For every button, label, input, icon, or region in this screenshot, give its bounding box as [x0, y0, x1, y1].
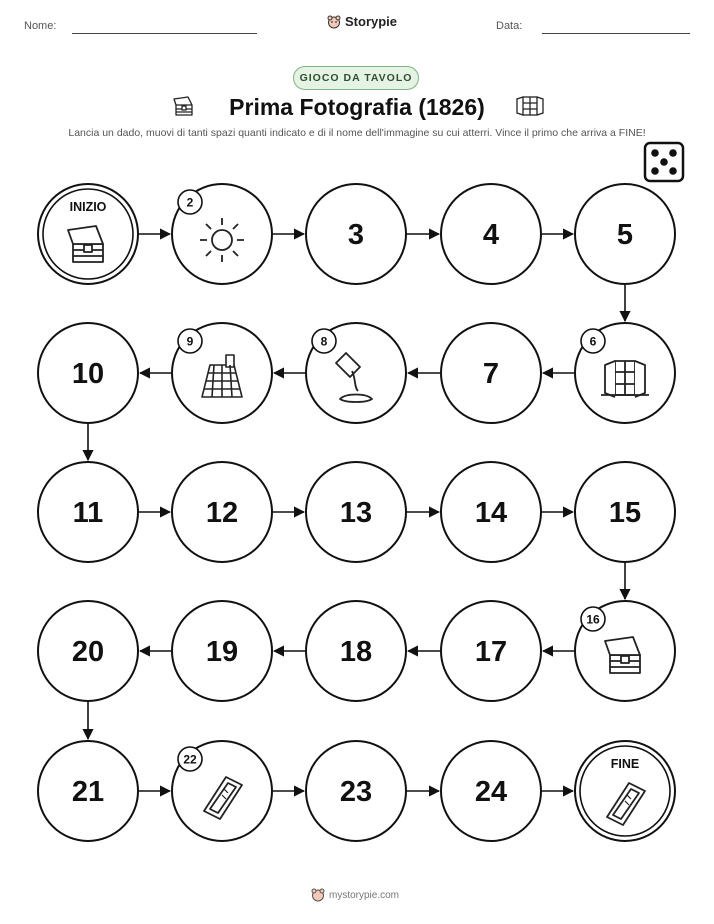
board-cell-15	[575, 462, 675, 562]
cell-number: 16	[586, 612, 600, 627]
board-cell-4	[441, 184, 541, 284]
board-cell-11	[38, 462, 138, 562]
dice-pip	[669, 149, 677, 157]
end-label: FINE	[610, 757, 640, 771]
board-cell-24	[441, 741, 541, 841]
cell-number: 24	[474, 776, 508, 808]
name-label: Nome:	[24, 20, 57, 32]
board-cell-20	[38, 601, 138, 701]
cell-number: 21	[71, 776, 105, 808]
dice-pip	[669, 167, 677, 175]
cell-number: 17	[474, 636, 508, 668]
board-cell-21	[38, 741, 138, 841]
window-icon	[601, 361, 649, 397]
board-cell-23	[306, 741, 406, 841]
board-cell-1	[38, 184, 138, 284]
cell-number: 11	[72, 497, 104, 529]
board-cell-13	[306, 462, 406, 562]
cell-number: 8	[320, 334, 328, 349]
board-cell-6	[575, 323, 675, 423]
board-cell-10	[38, 323, 138, 423]
board-cell-25	[575, 741, 675, 841]
board-cell-19	[172, 601, 272, 701]
cell-number: 2	[186, 195, 194, 210]
date-label: Data:	[496, 20, 523, 32]
cell-number: 18	[339, 636, 373, 668]
board-cell-2	[172, 184, 272, 284]
board-cell-14	[441, 462, 541, 562]
dice-pip	[660, 158, 668, 166]
start-label: INIZIO	[69, 200, 107, 214]
dice-pip	[651, 149, 659, 157]
cell-number: 9	[186, 334, 194, 349]
board-cell-22	[172, 741, 272, 841]
cell-number: 20	[71, 636, 105, 668]
storypie-mascot-icon	[311, 888, 325, 902]
game-type-badge: GIOCO DA TAVOLO	[293, 66, 419, 90]
board-cell-18	[306, 601, 406, 701]
brand-name: Storypie	[345, 14, 398, 29]
cell-number: 5	[616, 219, 634, 251]
cell-number: 4	[482, 219, 500, 251]
board-cell-9	[172, 323, 272, 423]
treasure-chest-icon	[605, 637, 640, 673]
dice-pip	[651, 167, 659, 175]
treasure-chest-icon	[68, 226, 103, 262]
cell-number: 13	[339, 497, 373, 529]
cell-number: 3	[347, 219, 365, 251]
dice-icon	[645, 143, 683, 181]
board-cell-17	[441, 601, 541, 701]
board-cell-12	[172, 462, 272, 562]
board-cell-16	[575, 601, 675, 701]
instructions: Lancia un dado, muovi di tanti spazi quanti indicato e di il nome dell'immagine su cui atterri. Vince il primo che arriva a FINE!	[68, 127, 646, 139]
board-cell-7	[441, 323, 541, 423]
footer	[311, 888, 399, 902]
cell-number: 23	[339, 776, 373, 808]
cell-number: 10	[71, 358, 105, 390]
cell-number: 19	[205, 636, 239, 668]
board-cell-5	[575, 184, 675, 284]
cell-number: 22	[183, 752, 197, 767]
board-cell-8	[306, 323, 406, 423]
cell-number: 7	[482, 358, 500, 390]
cell-number: 15	[608, 497, 642, 529]
cell-number: 12	[205, 497, 239, 529]
footer-url: mystorypie.com	[329, 889, 400, 901]
page-title: Prima Fotografia (1826)	[229, 94, 485, 120]
cell-number: 6	[589, 334, 597, 349]
board-cell-3	[306, 184, 406, 284]
cell-number: 14	[474, 497, 508, 529]
